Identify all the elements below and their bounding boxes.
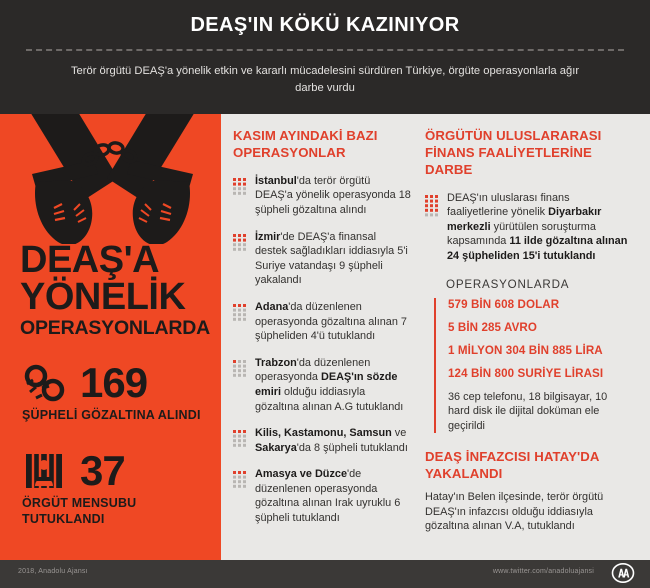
grid-bullet-icon (233, 356, 246, 414)
list-item-text (255, 426, 411, 455)
list-item-rest: 'da düzenlenen operasyonda gözaltına alınan 7 şüpheliden 4'ü tutuklandı (255, 300, 407, 343)
list-item (233, 174, 411, 218)
subtitle: Terör örgütü DEAŞ'a yönelik etkin ve kararlı mücadelesini sürdüren Türkiye, örgüte operasyonlarla ağır darbe vurdu (70, 65, 580, 94)
operations-title: OPERASYONLARDA (446, 277, 570, 291)
copyright-text: 2018, Anadolu Ajansı (18, 568, 88, 575)
handcuffs-icon (22, 362, 68, 404)
list-item-rest: ve (391, 427, 407, 440)
hatay-heading: DEAŞ İNFAZCISI HATAY'DA YAKALANDI (425, 449, 599, 482)
list-item (233, 356, 411, 414)
heading-line-1: DEAŞ'A (20, 239, 160, 281)
money-line: 5 BİN 285 AVRO (448, 320, 538, 334)
prisoner-behind-bars-icon (22, 450, 68, 492)
finance-bold-2: 11 ilde gözaltına alınan 24 şüpheliden 15'i tutuklandı (447, 235, 628, 263)
list-item-text (255, 300, 411, 344)
middle-column-list (233, 174, 411, 526)
list-item-lead: Adana (255, 300, 289, 313)
grid-bullet-icon (425, 191, 438, 264)
list-item-rest: 'de DEAŞ'a finansal destek sağladıkları iddiasıyla 5'i Suriye vatandaşı 9 şüpheli yakalandı (255, 230, 408, 287)
list-item-text (255, 230, 411, 288)
handcuffed-hands-illustration (10, 114, 215, 244)
list-item-text (255, 174, 411, 218)
list-item (233, 230, 411, 288)
grid-bullet-icon (233, 426, 246, 455)
list-item-lead: İzmir (255, 230, 281, 243)
seized-items-text: 36 cep telefonu, 18 bilgisayar, 10 hard disk ile dijital doküman ele geçirildi (448, 390, 608, 432)
middle-column-heading: KASIM AYINDAKİ BAZI OPERASYONLAR (233, 128, 378, 160)
money-line: 124 BİN 800 SURİYE LİRASI (448, 366, 604, 380)
money-line: 579 BİN 608 DOLAR (448, 297, 560, 311)
middle-column (233, 128, 411, 538)
list-item-text (447, 191, 631, 264)
left-panel-heading (20, 239, 211, 340)
heading-line-2: YÖNELİK (20, 276, 186, 319)
list-item-lead: Kilis, Kastamonu, Samsun (255, 427, 392, 440)
operations-money-block (434, 278, 631, 434)
money-line: 1 MİLYON 304 BİN 885 LİRA (448, 343, 603, 357)
finance-part-1: DEAŞ'ın uluslarası finans faaliyetlerine yönelik (447, 191, 570, 219)
list-item-lead: Amasya ve Düzce (255, 468, 348, 481)
left-red-panel (0, 114, 221, 556)
list-item-text (255, 356, 411, 414)
list-item-rest: 'de düzenlenen operasyonda gözaltına alınan Irak uyruklu 6 şüpheli tutuklandı (255, 468, 401, 525)
page-title: DEAŞ'IN KÖKÜ KAZINIYOR (190, 14, 460, 36)
list-item-rest: 'da terör örgütü DEAŞ'a yönelik operasyonda 18 şüpheli gözaltına alındı (255, 174, 411, 216)
list-item-mid: DEAŞ'ın sözde emiri (255, 371, 398, 398)
list-item (233, 426, 411, 455)
stat-block-arrested (22, 447, 217, 527)
list-item-mid: Sakarya (255, 441, 297, 454)
list-item (233, 300, 411, 344)
footer-red-stripe (0, 556, 221, 560)
body-area (0, 114, 650, 556)
right-column-heading: ÖRGÜTÜN ULUSLARARASI FİNANS FAALİYETLERİNE DARBE (425, 128, 602, 177)
footer-light-stripe (221, 556, 650, 560)
grid-bullet-icon (233, 174, 246, 218)
header (0, 0, 650, 114)
stat-number-arrested: 37 (80, 447, 125, 495)
list-item-lead: Trabzon (255, 356, 297, 369)
anadolu-ajansi-aa-logo (610, 563, 636, 583)
grid-bullet-icon (233, 230, 246, 288)
right-column (425, 128, 631, 534)
list-item-lead: İstanbul (255, 174, 297, 187)
list-item (425, 191, 631, 264)
grid-bullet-icon (233, 467, 246, 525)
title-divider (26, 49, 624, 51)
hatay-body-text: Hatay'ın Belen ilçesinde, terör örgütü DEAŞ'ın infazcısı olduğu iddiasıyla gözaltına alınan V.A, tutuklandı (425, 491, 604, 533)
list-item (233, 467, 411, 525)
footer (0, 556, 650, 588)
stat-label-detained: ŞÜPHELİ GÖZALTINA ALINDI (22, 408, 201, 422)
list-item-tail: olduğu iddiasıyla gözaltına alınan A.G tutuklandı (255, 385, 404, 413)
list-item-rest: 'da düzenlenen operasyonda (255, 356, 371, 384)
stat-label-arrested: ÖRGÜT MENSUBU TUTUKLANDI (22, 496, 137, 526)
finance-list (425, 191, 631, 264)
finance-part-2: yürütülen soruşturma kapsamında (447, 220, 596, 248)
heading-line-3: OPERASYONLARDA (20, 317, 211, 340)
list-item-tail: 'da 8 şüpheli tutuklandı (296, 441, 408, 454)
stat-block-detained (22, 359, 217, 424)
money-list (434, 298, 631, 434)
stat-number-detained: 169 (80, 359, 148, 407)
finance-bold-1: Diyarbakır merkezli (447, 206, 602, 233)
grid-bullet-icon (233, 300, 246, 344)
twitter-url[interactable]: www.twitter.com/anadoluajansi (492, 568, 594, 575)
list-item-text (255, 467, 411, 525)
